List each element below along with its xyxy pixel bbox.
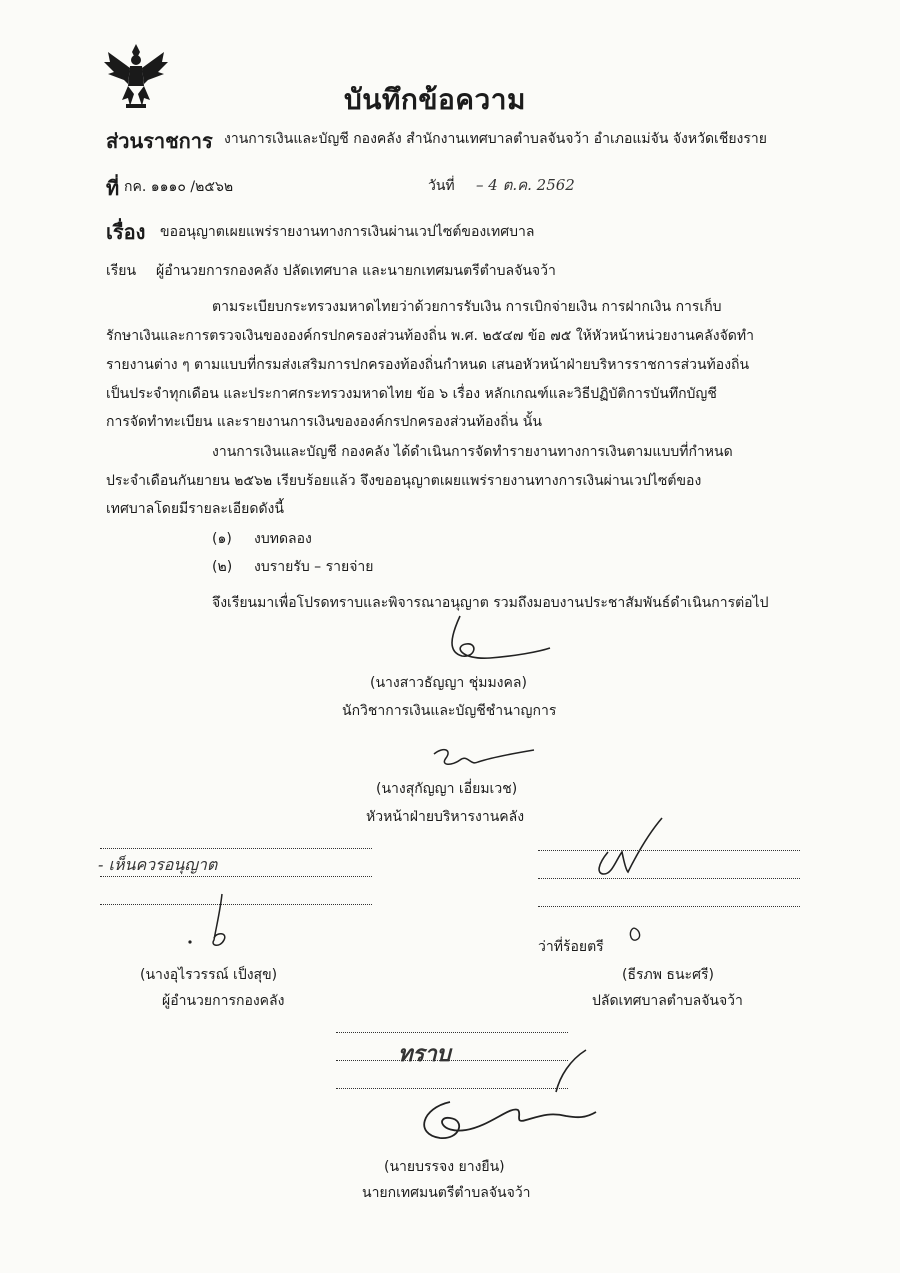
signature-3 (180, 888, 250, 952)
item-2-text: งบรายรับ – รายจ่าย (254, 559, 374, 575)
subject-label: เรื่อง (106, 220, 146, 244)
para2-line3: เทศบาลโดยมีรายละเอียดดังนี้ (106, 501, 284, 517)
para2-line2: ประจำเดือนกันยายน ๒๕๖๒ เรียบร้อยแล้ว จึงขออนุญาตเผยแพร่รายงานทางการเงินผ่านเวปไซต์ของ (106, 473, 702, 489)
ref-value: กค. ๑๑๑๐ /๒๕๖๒ (124, 179, 234, 195)
item-1-text: งบทดลอง (254, 531, 312, 547)
para1-line4: เป็นประจำทุกเดือน และประกาศกระทรวงมหาดไทย ข้อ ๖ เรื่อง หลักเกณฑ์และวิธีปฏิบัติการบันทึกบัญชี (106, 386, 717, 402)
para1-line1: ตามระเบียบกระทรวงมหาดไทยว่าด้วยการรับเงิน การเบิกจ่ายเงิน การฝากเงิน การเก็บ (212, 299, 722, 315)
subject-text: ขออนุญาตเผยแพร่รายงานทางการเงินผ่านเวปไซต์ของเทศบาล (160, 224, 535, 240)
para1-line3: รายงานต่าง ๆ ตามแบบที่กรมส่งเสริมการปกครองท้องถิ่นกำหนด เสนอหัวหน้าฝ่ายบริหารราชการส่วนท้องถิ่น (106, 357, 750, 373)
agency-label: ส่วนราชการ (106, 129, 213, 153)
sig5-position: นายกเทศมนตรีตำบลจันจว้า (362, 1185, 531, 1201)
sig3-handwritten-note: - เห็นควรอนุญาต (98, 855, 218, 874)
sig4-name: (ธีรภพ ธนะศรี) (622, 967, 714, 983)
sig1-name: (นางสาวธัญญา ชุ่มมงคล) (370, 675, 527, 691)
ref-label: ที่ (106, 176, 120, 200)
sig5-handwritten-note: ทราบ (398, 1041, 451, 1067)
sig4-position: ปลัดเทศบาลตำบลจันจว้า (592, 993, 743, 1009)
memo-title: บันทึกข้อความ (344, 83, 526, 116)
signature-4 (578, 812, 678, 952)
sig4-rank: ว่าที่ร้อยตรี (538, 939, 604, 955)
signature-5 (410, 1046, 620, 1146)
signature-1 (420, 608, 560, 668)
item-2-number: (๒) (212, 559, 233, 575)
to-text: ผู้อำนวยการกองคลัง ปลัดเทศบาล และนายกเทศมนตรีตำบลจันจว้า (156, 263, 556, 279)
sig2-name: (นางสุกัญญา เอี่ยมเวช) (376, 781, 518, 797)
sig3-position: ผู้อำนวยการกองคลัง (162, 993, 285, 1009)
closing-text: จึงเรียนมาเพื่อโปรดทราบและพิจารณาอนุญาต รวมถึงมอบงานประชาสัมพันธ์ดำเนินการต่อไป (212, 595, 769, 611)
sig1-position: นักวิชาการเงินและบัญชีชำนาญการ (342, 703, 557, 719)
agency-text: งานการเงินและบัญชี กองคลัง สำนักงานเทศบาลตำบลจันจว้า อำเภอแม่จัน จังหวัดเชียงราย (224, 131, 767, 147)
garuda-emblem (100, 40, 172, 112)
date-label: วันที่ (428, 178, 455, 194)
para2-line1: งานการเงินและบัญชี กองคลัง ได้ดำเนินการจัดทำรายงานทางการเงินตามแบบที่กำหนด (212, 444, 733, 460)
para1-line2: รักษาเงินและการตรวจเงินขององค์กรปกครองส่วนท้องถิ่น พ.ศ. ๒๕๔๗ ข้อ ๗๕ ให้หัวหน้าหน่วยงานคลังจัดทำ (106, 328, 754, 344)
item-1-number: (๑) (212, 531, 232, 547)
signature-2 (420, 742, 540, 776)
date-value: – 4 ต.ค. 2562 (476, 176, 575, 194)
sig2-position: หัวหน้าฝ่ายบริหารงานคลัง (366, 809, 525, 825)
to-label: เรียน (106, 263, 137, 279)
para1-line5: การจัดทำทะเบียน และรายงานการเงินขององค์กรปกครองส่วนท้องถิ่น นั้น (106, 414, 542, 430)
sig3-name: (นางอุไรวรรณ์ เป็งสุข) (140, 967, 278, 983)
sig5-name: (นายบรรจง ยางยืน) (384, 1159, 505, 1175)
